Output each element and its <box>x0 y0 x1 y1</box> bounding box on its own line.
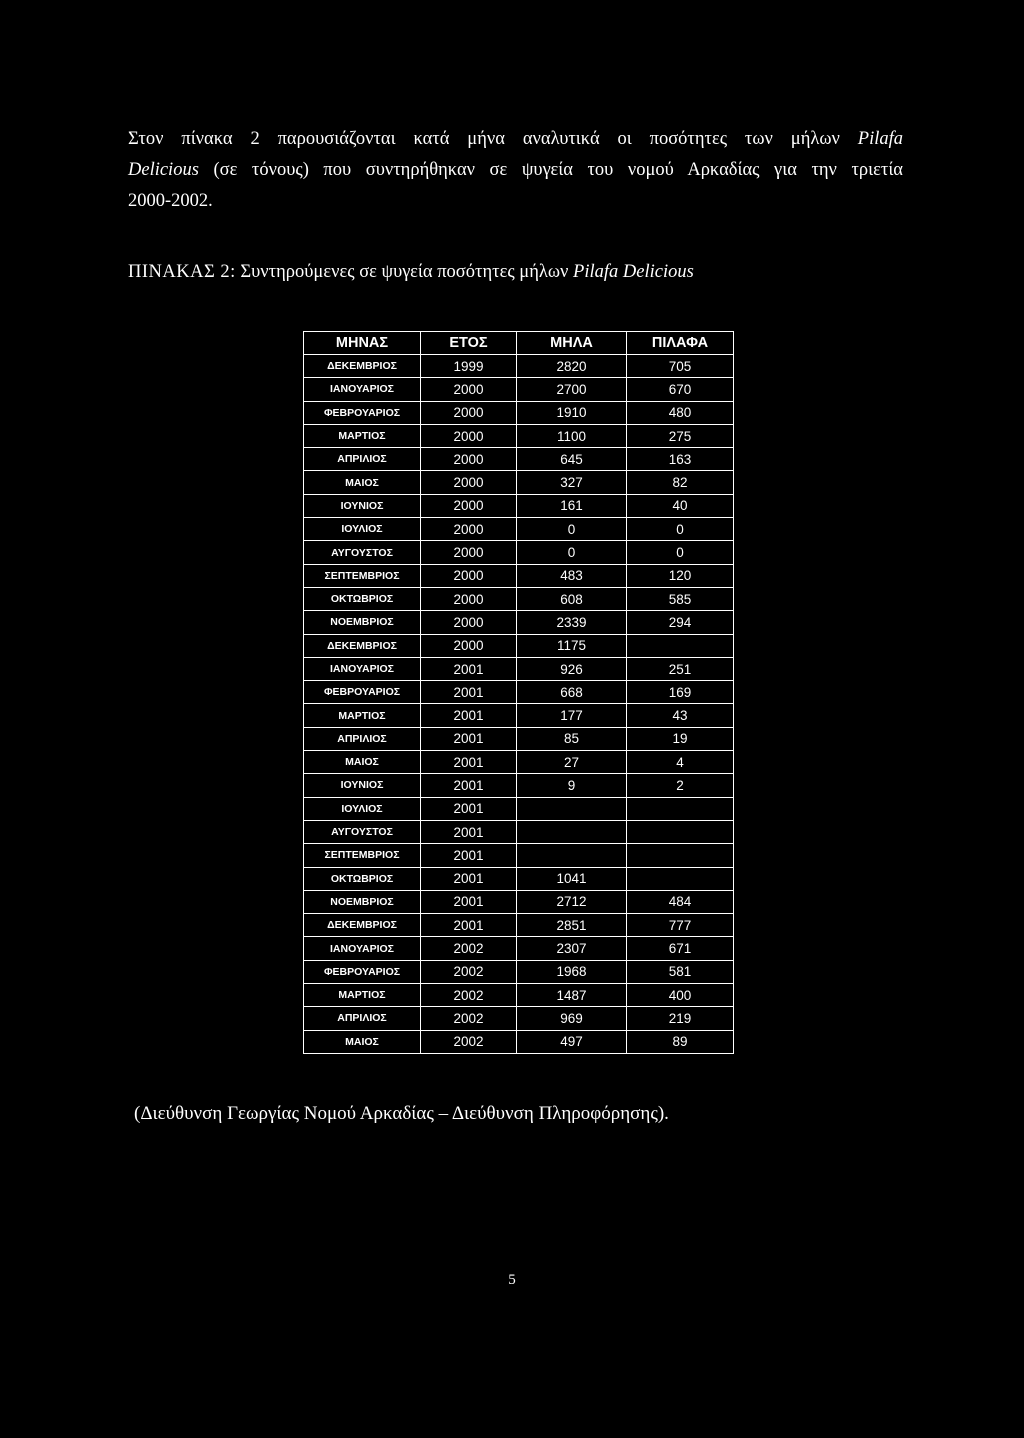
table-header-row <box>304 332 734 355</box>
cell-apples: 608 <box>517 587 627 610</box>
cell-apples: 327 <box>517 471 627 494</box>
cell-apples: 2339 <box>517 611 627 634</box>
cell-month: ΜΑΡΤΙΟΣ <box>304 424 421 447</box>
table-row <box>304 704 734 727</box>
cell-year: 2000 <box>421 634 517 657</box>
table-caption <box>128 262 694 283</box>
cell-month: ΝΟΕΜΒΡΙΟΣ <box>304 611 421 634</box>
cell-year: 2001 <box>421 727 517 750</box>
cell-pilafa <box>627 634 734 657</box>
cell-apples: 0 <box>517 541 627 564</box>
cell-pilafa <box>627 844 734 867</box>
cell-pilafa: 89 <box>627 1030 734 1053</box>
cell-year: 2002 <box>421 1007 517 1030</box>
cell-pilafa: 294 <box>627 611 734 634</box>
intro-italic-pilafa: Pilafa <box>857 129 903 149</box>
cell-apples: 2820 <box>517 355 627 378</box>
cell-pilafa: 82 <box>627 471 734 494</box>
cell-pilafa: 671 <box>627 937 734 960</box>
intro-line-2 <box>128 155 903 186</box>
cell-apples: 1041 <box>517 867 627 890</box>
cell-year: 2001 <box>421 820 517 843</box>
cell-pilafa: 163 <box>627 448 734 471</box>
cell-month: ΙΟΥΝΙΟΣ <box>304 494 421 517</box>
cell-apples <box>517 797 627 820</box>
cell-year: 2000 <box>421 424 517 447</box>
cell-year: 2000 <box>421 611 517 634</box>
cell-year: 2002 <box>421 937 517 960</box>
cell-apples: 0 <box>517 518 627 541</box>
cell-month: ΙΑΝΟΥΑΡΙΟΣ <box>304 657 421 680</box>
cell-apples: 645 <box>517 448 627 471</box>
table-row <box>304 494 734 517</box>
cell-month: ΦΕΒΡΟΥΑΡΙΟΣ <box>304 960 421 983</box>
table-row <box>304 424 734 447</box>
cell-apples: 2307 <box>517 937 627 960</box>
table-row <box>304 751 734 774</box>
cell-pilafa: 2 <box>627 774 734 797</box>
cell-year: 2001 <box>421 657 517 680</box>
cell-year: 2000 <box>421 518 517 541</box>
cell-month: ΙΟΥΝΙΟΣ <box>304 774 421 797</box>
storage-table <box>303 331 734 1054</box>
cell-month: ΜΑΙΟΣ <box>304 751 421 774</box>
table-row <box>304 378 734 401</box>
cell-month: ΣΕΠΤΕΜΒΡΙΟΣ <box>304 564 421 587</box>
cell-year: 2000 <box>421 401 517 424</box>
cell-pilafa: 169 <box>627 681 734 704</box>
cell-month: ΔΕΚΕΜΒΡΙΟΣ <box>304 634 421 657</box>
cell-year: 2001 <box>421 914 517 937</box>
table-row <box>304 564 734 587</box>
cell-apples <box>517 844 627 867</box>
cell-year: 2001 <box>421 867 517 890</box>
cell-month: ΣΕΠΤΕΜΒΡΙΟΣ <box>304 844 421 867</box>
cell-year: 2000 <box>421 471 517 494</box>
cell-apples: 2851 <box>517 914 627 937</box>
table-row <box>304 960 734 983</box>
table-row <box>304 984 734 1007</box>
cell-year: 2002 <box>421 984 517 1007</box>
cell-month: ΙΑΝΟΥΑΡΙΟΣ <box>304 378 421 401</box>
cell-pilafa: 484 <box>627 890 734 913</box>
cell-apples: 668 <box>517 681 627 704</box>
cell-year: 2001 <box>421 797 517 820</box>
cell-apples: 483 <box>517 564 627 587</box>
table-row <box>304 634 734 657</box>
cell-pilafa: 219 <box>627 1007 734 1030</box>
table-row <box>304 518 734 541</box>
page-number: 5 <box>508 1272 516 1288</box>
cell-year: 2001 <box>421 890 517 913</box>
cell-pilafa: 581 <box>627 960 734 983</box>
cell-month: ΔΕΚΕΜΒΡΙΟΣ <box>304 355 421 378</box>
cell-month: ΑΥΓΟΥΣΤΟΣ <box>304 541 421 564</box>
cell-year: 1999 <box>421 355 517 378</box>
cell-month: ΜΑΙΟΣ <box>304 471 421 494</box>
table-row <box>304 937 734 960</box>
table-row <box>304 1007 734 1030</box>
cell-year: 2000 <box>421 378 517 401</box>
cell-month: ΝΟΕΜΒΡΙΟΣ <box>304 890 421 913</box>
cell-month: ΙΟΥΛΙΟΣ <box>304 797 421 820</box>
cell-month: ΟΚΤΩΒΡΙΟΣ <box>304 587 421 610</box>
cell-apples: 497 <box>517 1030 627 1053</box>
table-row <box>304 774 734 797</box>
cell-apples: 1100 <box>517 424 627 447</box>
cell-month: ΜΑΡΤΙΟΣ <box>304 704 421 727</box>
cell-year: 2000 <box>421 494 517 517</box>
cell-year: 2000 <box>421 448 517 471</box>
table-row <box>304 890 734 913</box>
cell-month: ΑΥΓΟΥΣΤΟΣ <box>304 820 421 843</box>
cell-pilafa: 705 <box>627 355 734 378</box>
header-year: ΕΤΟΣ <box>421 332 517 355</box>
cell-year: 2002 <box>421 960 517 983</box>
cell-pilafa <box>627 820 734 843</box>
intro-paragraph <box>128 124 903 217</box>
cell-pilafa: 400 <box>627 984 734 1007</box>
cell-apples: 1487 <box>517 984 627 1007</box>
cell-month: ΜΑΙΟΣ <box>304 1030 421 1053</box>
cell-apples: 969 <box>517 1007 627 1030</box>
cell-year: 2002 <box>421 1030 517 1053</box>
cell-apples: 2712 <box>517 890 627 913</box>
cell-pilafa: 0 <box>627 541 734 564</box>
cell-year: 2001 <box>421 681 517 704</box>
cell-pilafa: 43 <box>627 704 734 727</box>
cell-month: ΑΠΡΙΛΙΟΣ <box>304 1007 421 1030</box>
intro-line-1 <box>128 124 903 155</box>
header-month: ΜΗΝΑΣ <box>304 332 421 355</box>
cell-pilafa: 275 <box>627 424 734 447</box>
cell-apples: 1968 <box>517 960 627 983</box>
table-row <box>304 541 734 564</box>
intro-text-2: (σε τόνους) που συντηρήθηκαν σε ψυγεία του νομού Αρκαδίας για την τριετία <box>198 160 903 180</box>
cell-pilafa: 585 <box>627 587 734 610</box>
cell-apples: 1910 <box>517 401 627 424</box>
source-note: (Διεύθυνση Γεωργίας Νομού Αρκαδίας – Διεύθυνση Πληροφόρησης). <box>134 1103 669 1124</box>
cell-apples: 161 <box>517 494 627 517</box>
table-caption-italic: Pilafa Delicious <box>573 262 694 282</box>
table-row <box>304 448 734 471</box>
cell-year: 2000 <box>421 587 517 610</box>
cell-apples: 2700 <box>517 378 627 401</box>
table-row <box>304 587 734 610</box>
table-row <box>304 355 734 378</box>
header-pilafa: ΠΙΛΑΦΑ <box>627 332 734 355</box>
table-row <box>304 657 734 680</box>
cell-year: 2001 <box>421 774 517 797</box>
cell-pilafa <box>627 797 734 820</box>
cell-pilafa: 19 <box>627 727 734 750</box>
cell-pilafa: 120 <box>627 564 734 587</box>
cell-pilafa: 480 <box>627 401 734 424</box>
cell-month: ΑΠΡΙΛΙΟΣ <box>304 727 421 750</box>
cell-pilafa <box>627 867 734 890</box>
cell-month: ΟΚΤΩΒΡΙΟΣ <box>304 867 421 890</box>
cell-apples: 85 <box>517 727 627 750</box>
cell-pilafa: 4 <box>627 751 734 774</box>
table-row <box>304 797 734 820</box>
table-body <box>304 355 734 1054</box>
table-row <box>304 1030 734 1053</box>
table-row <box>304 681 734 704</box>
cell-pilafa: 777 <box>627 914 734 937</box>
cell-month: ΑΠΡΙΛΙΟΣ <box>304 448 421 471</box>
cell-year: 2001 <box>421 844 517 867</box>
table-caption-text: Συντηρούμενες σε ψυγεία ποσότητες μήλων <box>235 262 574 282</box>
table-container <box>303 331 733 1054</box>
cell-apples: 1175 <box>517 634 627 657</box>
cell-month: ΜΑΡΤΙΟΣ <box>304 984 421 1007</box>
cell-year: 2000 <box>421 541 517 564</box>
table-row <box>304 727 734 750</box>
cell-pilafa: 251 <box>627 657 734 680</box>
intro-text-1: Στον πίνακα 2 παρουσιάζονται κατά μήνα αναλυτικά οι ποσότητες των μήλων <box>128 129 858 149</box>
cell-apples: 177 <box>517 704 627 727</box>
cell-month: ΦΕΒΡΟΥΑΡΙΟΣ <box>304 681 421 704</box>
table-row <box>304 867 734 890</box>
intro-italic-delicious: Delicious <box>128 160 199 180</box>
cell-month: ΙΑΝΟΥΑΡΙΟΣ <box>304 937 421 960</box>
cell-pilafa: 0 <box>627 518 734 541</box>
cell-year: 2000 <box>421 564 517 587</box>
header-apples: ΜΗΛΑ <box>517 332 627 355</box>
table-caption-label: ΠΙΝΑΚΑΣ 2: <box>128 262 236 282</box>
table-row <box>304 611 734 634</box>
cell-apples <box>517 820 627 843</box>
cell-year: 2001 <box>421 704 517 727</box>
cell-pilafa: 670 <box>627 378 734 401</box>
cell-month: ΙΟΥΛΙΟΣ <box>304 518 421 541</box>
table-row <box>304 471 734 494</box>
cell-month: ΔΕΚΕΜΒΡΙΟΣ <box>304 914 421 937</box>
cell-year: 2001 <box>421 751 517 774</box>
table-row <box>304 820 734 843</box>
cell-apples: 926 <box>517 657 627 680</box>
cell-pilafa: 40 <box>627 494 734 517</box>
table-row <box>304 844 734 867</box>
cell-month: ΦΕΒΡΟΥΑΡΙΟΣ <box>304 401 421 424</box>
cell-apples: 9 <box>517 774 627 797</box>
intro-line-3: 2000-2002. <box>128 191 213 211</box>
table-row <box>304 914 734 937</box>
cell-apples: 27 <box>517 751 627 774</box>
table-row <box>304 401 734 424</box>
